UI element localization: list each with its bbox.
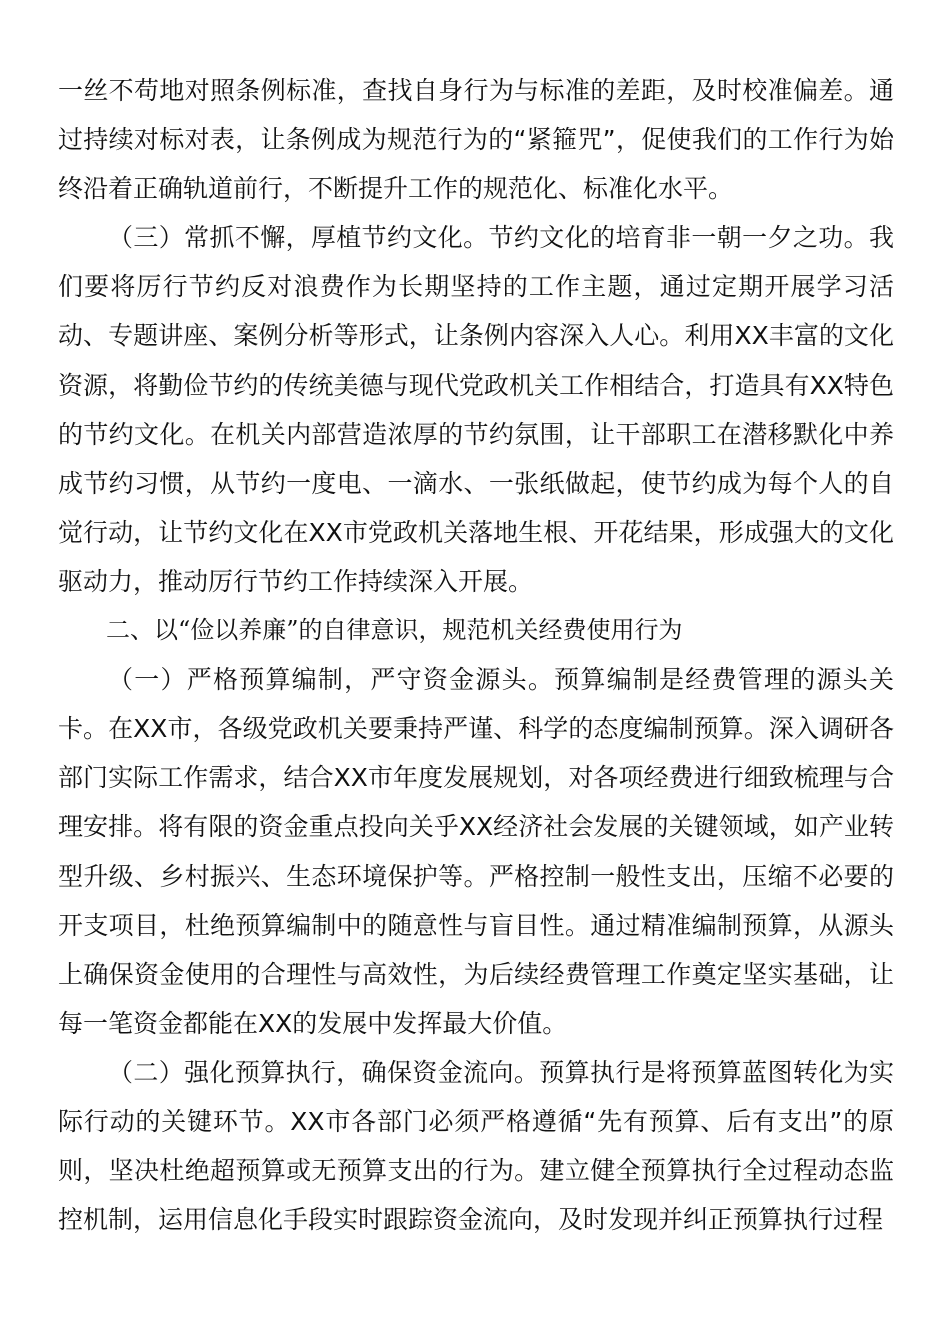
paragraph-subsection-2: （二）强化预算执行，确保资金流向。预算执行是将预算蓝图转化为实际行动的关键环节。XX市各部门必须严格遵循“先有预算、后有支出”的原则，坚决杜绝超预算或无预算支出的行为。建立健全预算执行全过程动态监控机制，运用信息化手段实时跟踪资金流向，及时发现并纠正预算执行过程 — [58, 1057, 894, 1235]
document-body — [58, 66, 894, 1244]
section-heading-2: 二、以“俭以养廉”的自律意识，规范机关经费使用行为 — [106, 616, 683, 645]
paragraph-continuation: 一丝不苟地对照条例标准，查找自身行为与标准的差距，及时校准偏差。通过持续对标对表，让条例成为规范行为的“紧箍咒”，促使我们的工作行为始终沿着正确轨道前行，不断提升工作的规范化、标准化水平。 — [58, 76, 894, 204]
paragraph-subsection-1: （一）严格预算编制，严守资金源头。预算编制是经费管理的源头关卡。在XX市，各级党政机关要秉持严谨、科学的态度编制预算。深入调研各部门实际工作需求，结合XX市年度发展规划，对各项经费进行细致梳理与合理安排。将有限的资金重点投向关乎XX经济社会发展的关键领域，如产业转型升级、乡村振兴、生态环境保护等。严格控制一般性支出，压缩不必要的开支项目，杜绝预算编制中的随意性与盲目性。通过精准编制预算，从源头上确保资金使用的合理性与高效性，为后续经费管理工作奠定坚实基础，让每一笔资金都能在XX的发展中发挥最大价值。 — [58, 665, 894, 1038]
paragraph-section-3: （三）常抓不懈，厚植节约文化。节约文化的培育非一朝一夕之功。我们要将厉行节约反对浪费作为长期坚持的工作主题，通过定期开展学习活动、专题讲座、案例分析等形式，让条例内容深入人心。利用XX丰富的文化资源，将勤俭节约的传统美德与现代党政机关工作相结合，打造具有XX特色的节约文化。在机关内部营造浓厚的节约氛围，让干部职工在潜移默化中养成节约习惯，从节约一度电、一滴水、一张纸做起，使节约成为每个人的自觉行动，让节约文化在XX市党政机关落地生根、开花结果，形成强大的文化驱动力，推动厉行节约工作持续深入开展。 — [58, 223, 894, 596]
